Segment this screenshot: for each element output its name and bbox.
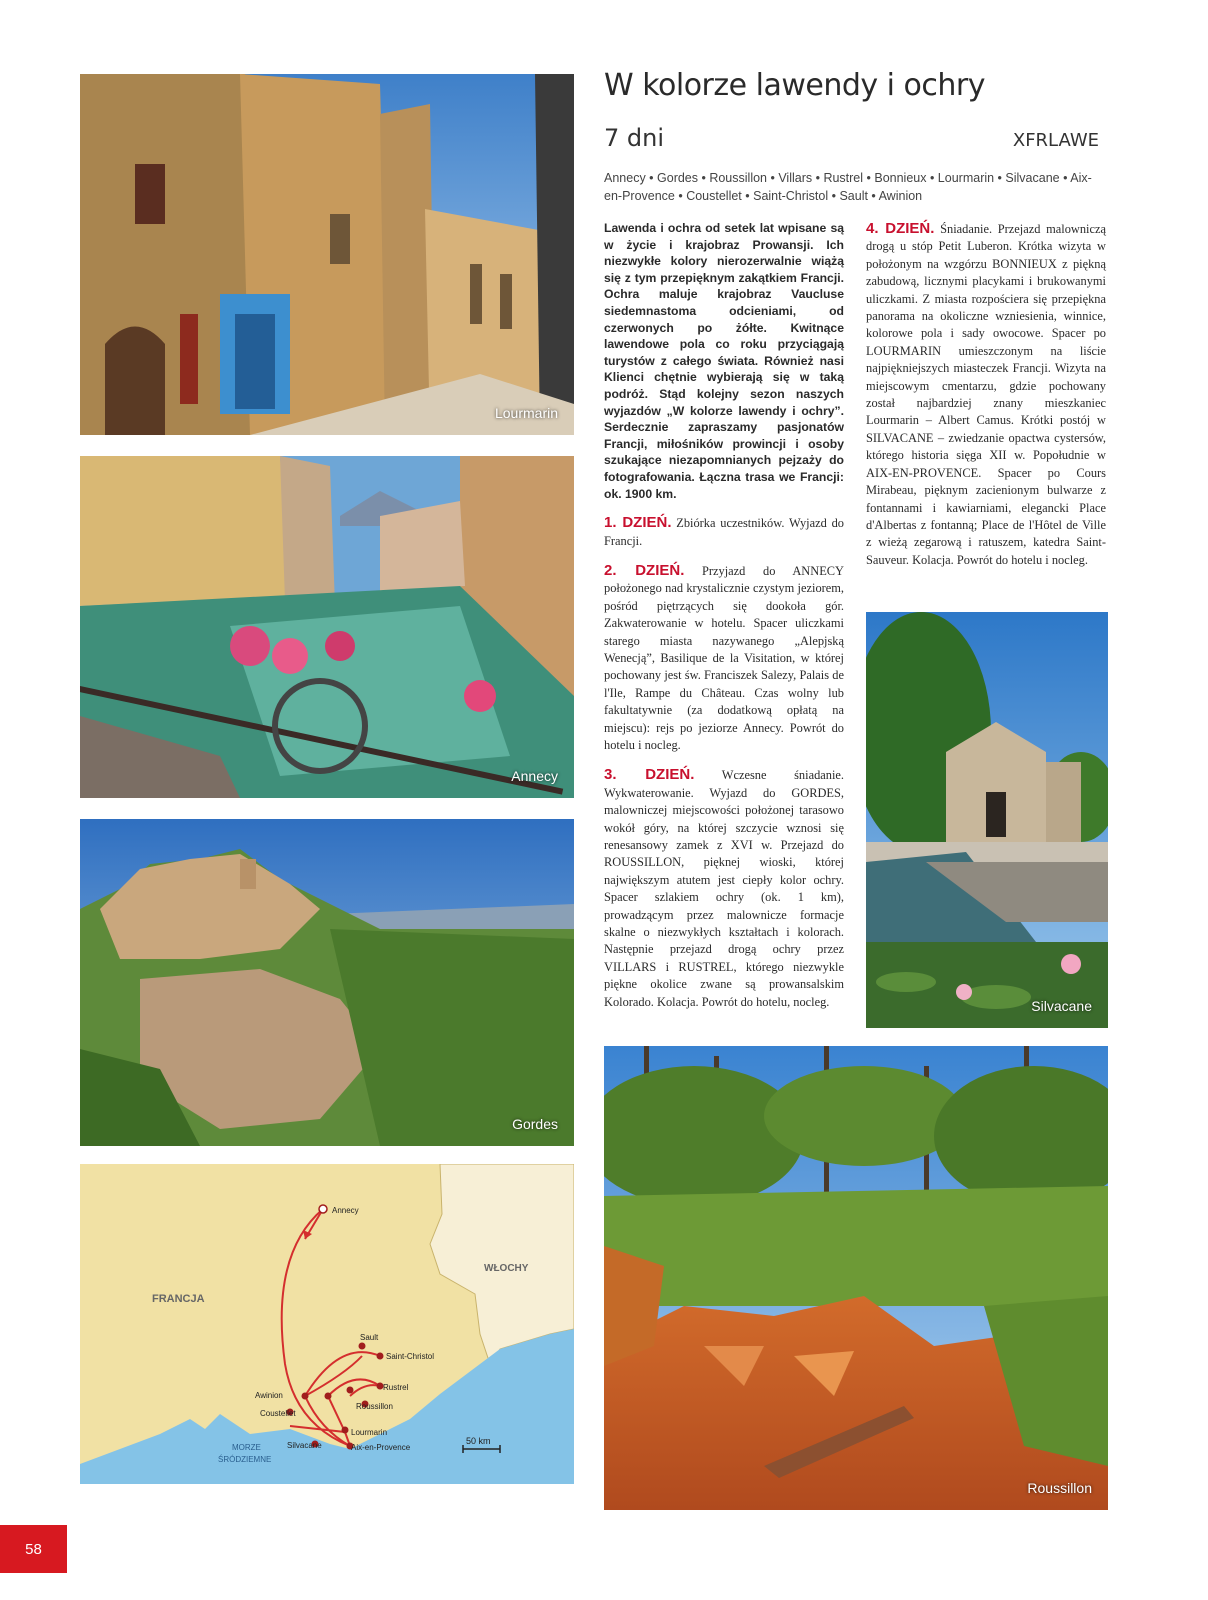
- photo-caption: Gordes: [512, 1116, 558, 1132]
- day-3: [604, 766, 844, 1011]
- photo-gordes: [80, 819, 574, 1146]
- silvacane-abbey-image: [866, 612, 1108, 1028]
- day-1: [604, 514, 844, 550]
- map-country-italy: WŁOCHY: [484, 1263, 529, 1274]
- text-column-2: [866, 220, 1106, 581]
- route-list: Annecy • Gordes • Roussillon • Villars • Rustrel • Bonnieux • Lourmarin • Silvacane • Aix-en-Provence • Coustellet • Saint-Christol • Sault • Awinion: [604, 171, 1092, 203]
- page-number-badge: 58: [0, 1525, 67, 1573]
- map-city-roussillon: Roussillon: [356, 1402, 393, 1411]
- map-city-annecy: Annecy: [332, 1206, 359, 1215]
- page-title: W kolorze lawendy i ochry: [604, 68, 986, 103]
- map-scale-label: 50 km: [466, 1436, 491, 1446]
- photo-caption: Annecy: [511, 768, 558, 784]
- photo-caption: Roussillon: [1027, 1480, 1092, 1496]
- map-country-france: FRANCJA: [152, 1293, 205, 1305]
- map-city-sault: Sault: [360, 1333, 379, 1342]
- day-4: [866, 220, 1106, 569]
- map-city-silvacane: Silvacane: [287, 1441, 322, 1450]
- day-text: Śniadanie. Przejazd malowniczą drogą u stóp Petit Luberon. Krótka wizyta w położonym na wzgórzu BONNIEUX z piękną zabudową, licznymi placykami i brukowanymi uliczkami. Z miasta rozpościera się przepiękna panorama na okoliczne wzniesienia, winnice, kolorowe pola i sady owocowe. Spacer po LOURMARIN umieszczonym na liście najpiękniejszych miasteczek Francji. Wizyta na miejscowym cmentarzu, gdzie pochowany został najbardziej znany mieszkaniec Lourmarin – Albert Camus. Krótki postój w SILVACANE – zwiedzanie opactwa cystersów, którego historia sięga XII w. Popołudnie w AIX-EN-PROVENCE. Spacer po Cours Mirabeau, pięknym zacienionym bulwarze z fontannami i kawiarniami, elegancki Place d'Albertas z fontanną; Place de l'Hôtel de Ville z wieżą zegarową i ratuszem, katedra Saint-Sauveur. Kolacja. Powrót do hotelu i nocleg.: [866, 222, 1106, 567]
- map-sea-label-2: ŚRÓDZIEMNE: [218, 1455, 272, 1464]
- text-column-1: [604, 220, 844, 1023]
- photo-roussillon: [604, 1046, 1108, 1510]
- day-text: Wczesne śniadanie. Wykwaterowanie. Wyjazd do GORDES, malowniczej miejscowości położonej tarasowo wokół góry, na której szczycie wznosi się renesansowy zamek z XVI w. Przejazd do ROUSSILLON, pięknej wioski, której największym atutem jest ciepły kolor ochry. Spacer szlakiem ochry (ok. 1 km), prowadzącym przez malownicze formacje skalne o niezwykłych kształtach i kolorach. Następnie przejazd drogą ochry przez VILLARS i RUSTREL, którego niezwykle piękne okolice zwane są prowansalskim Kolorado. Kolacja. Powrót do hotelu, nocleg.: [604, 768, 844, 1009]
- roussillon-ochre-image: [604, 1046, 1108, 1510]
- lourmarin-street-image: [80, 74, 574, 435]
- map-graphic: [80, 1164, 574, 1484]
- map-city-lourmarin: Lourmarin: [351, 1428, 388, 1437]
- map-city-awinion: Awinion: [255, 1391, 283, 1400]
- day-label: 3. DZIEŃ.: [604, 766, 695, 784]
- map-city-saint-christol: Saint-Christol: [386, 1352, 435, 1361]
- day-2: [604, 562, 844, 754]
- day-label: 2. DZIEŃ.: [604, 561, 685, 579]
- photo-annecy: [80, 456, 574, 798]
- day-text: Przyjazd do ANNECY położonego nad krystalicznie czystym jeziorem, pośród piętrzących się dookoła gór. Zakwaterowanie w hotelu. Spacer uliczkami starego miasta nazywanego „Alepjską Wenecją”, Basilique de la Visitation, w której pochowany jest św. Franciszek Salezy, Palais de l'Ile, Rampe du Château. Czas wolny lub fakultatywnie (za dodatkową opłatą na miejscu): rejs po jeziorze Annecy. Powrót do hotelu i nocleg.: [604, 563, 844, 752]
- photo-caption: Lourmarin: [494, 405, 558, 421]
- day-label: 4. DZIEŃ.: [866, 220, 935, 237]
- photo-caption: Silvacane: [1031, 998, 1092, 1014]
- annecy-canal-image: [80, 456, 574, 798]
- gordes-hilltop-image: [80, 819, 574, 1146]
- photo-silvacane: [866, 612, 1108, 1028]
- trip-code: XFRLAWE: [1012, 130, 1099, 151]
- map-city-aix: Aix-en-Provence: [351, 1443, 411, 1452]
- intro-paragraph: Lawenda i ochra od setek lat wpisane są w życie i krajobraz Prowansji. Ich niezwykłe kolory nierozerwalnie wiążą się z tym przepięknym zakątkiem Francji. Ochra maluje krajobraz Vaucluse siedemnastoma odcieniami, od czerwonych po żółte. Kwitnące lawendowe pola co roku przyciągają turystów z całego świata. Również nasi Klienci chętnie wybierają się w taką podróż. Stąd kolejny sezon naszych wyjazdów „W kolorze lawendy i ochry”. Serdecznie zapraszamy pasjonatów Francji, miłośników prowincji i osoby szukające niezapomnianych pejzaży do fotografowania. Łączna trasa we Francji: ok. 1900 km.: [604, 221, 844, 501]
- route-map: [80, 1164, 574, 1484]
- day-text: Zbiórka uczestników. Wyjazd do Francji.: [604, 516, 844, 548]
- map-city-rustrel: Rustrel: [383, 1383, 409, 1392]
- trip-duration: 7 dni: [604, 124, 665, 152]
- photo-lourmarin: [80, 74, 574, 435]
- day-label: 1. DZIEŃ.: [604, 514, 672, 532]
- map-sea-label-1: MORZE: [232, 1443, 261, 1452]
- map-city-coustellet: Coustellet: [260, 1409, 296, 1418]
